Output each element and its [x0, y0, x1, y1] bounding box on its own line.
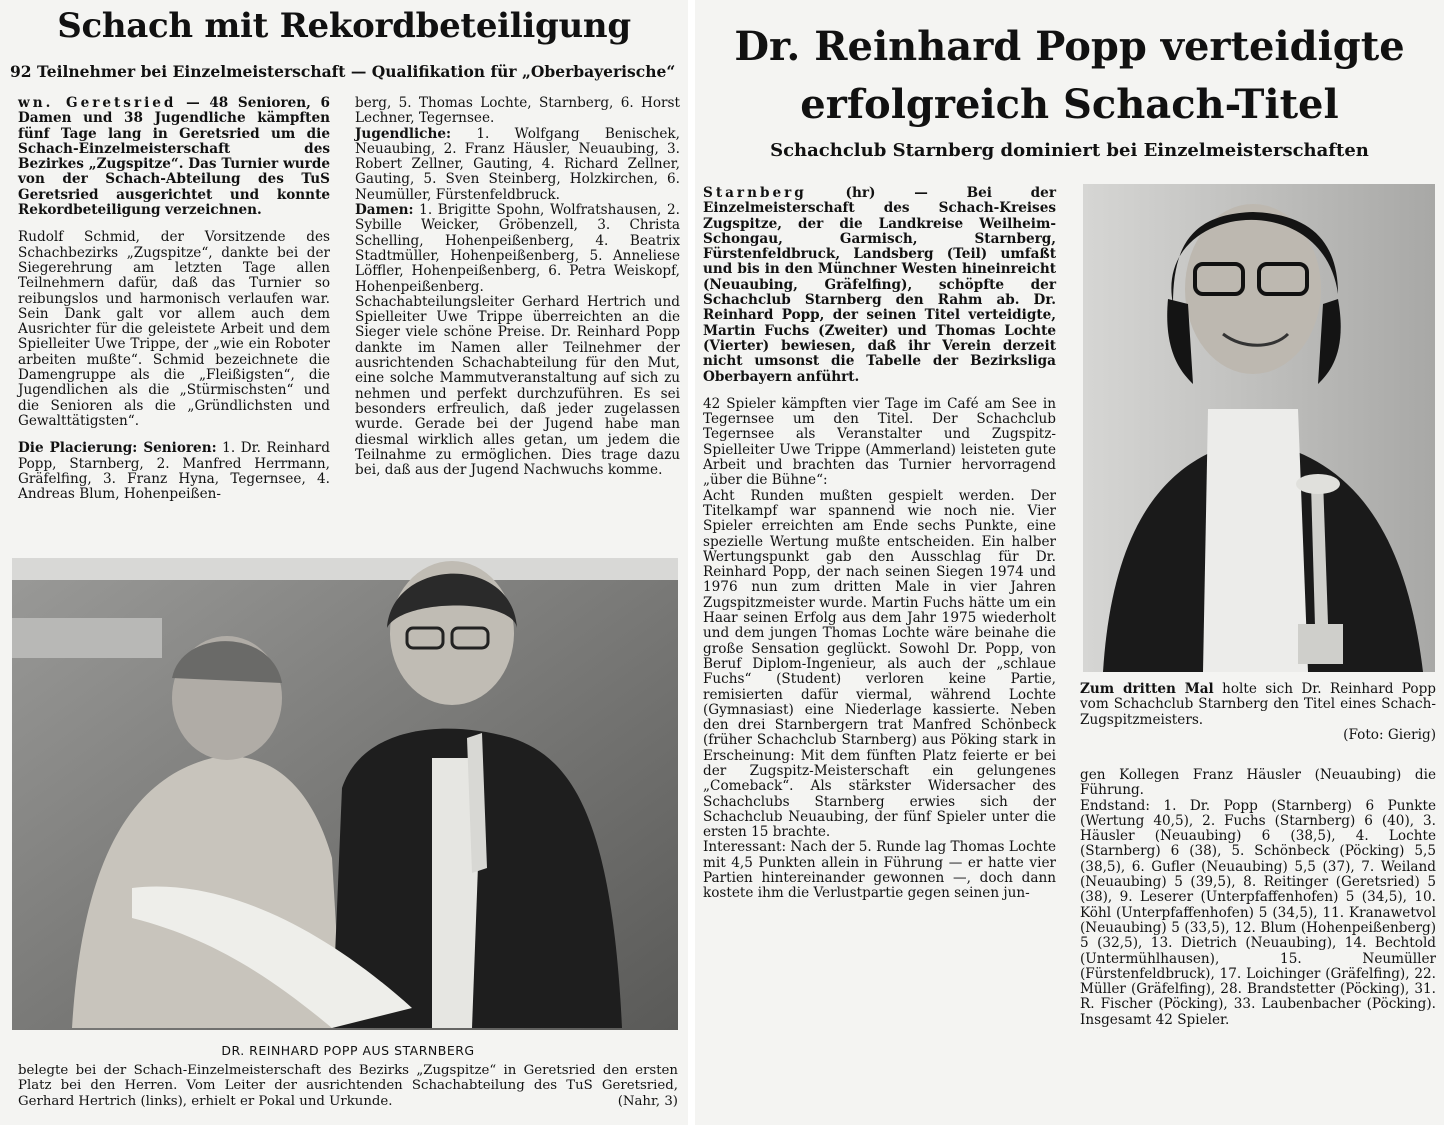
right-paragraph: 42 Spieler kämpften vier Tage im Café am See in Tegernsee um den Titel. Der Schachclub Tegernsee als Veranstalter und Zugspitz-Spielleiter Uwe Trippe (Ammerland) leisteten gute Arbeit und brachten das Turnier hervorragend „über die Bühne“:	[703, 395, 1056, 489]
women-label: Damen:	[355, 202, 414, 219]
left-lead-paragraph	[18, 96, 330, 218]
left-paragraph: berg, 5. Thomas Lochte, Starnberg, 6. Horst Lechner, Tegernsee.	[355, 95, 680, 127]
women-text: 1. Brigitte Spohn, Wolfratshausen, 2. Sybille Weicker, Gröbenzell, 3. Christa Schelling, Hohenpeißenberg, 4. Beatrix Stadtmüller, Hohenpeißenberg, 5. Anneliese Löffler, Hohenpeißenberg, 6. Petra Weiskopf, Hohenpeißenberg.	[355, 202, 680, 295]
right-photo-caption	[1080, 682, 1436, 743]
left-photo-credit: (Nahr, 3)	[617, 1093, 678, 1109]
left-caption-body	[18, 1063, 678, 1110]
left-dateline: wn. Geretsried	[18, 95, 177, 111]
clipping-divider	[688, 0, 695, 1125]
left-photo	[12, 558, 678, 1030]
left-headline: Schach mit Rekordbeteiligung	[57, 6, 631, 46]
final-standings: Endstand: 1. Dr. Popp (Starnberg) 6 Punkte (Wertung 40,5), 2. Fuchs (Starnberg) 6 (40), 3. Häusler (Neuaubing) 6 (38,5), 4. Lochte (Starnberg) 6 (38), 5. Schönbeck (Pöcking) 5,5 (38,5), 6. Gufler (Neuaubing) 5,5 (37), 7. Weiland (Neuaubing) 5 (39,5), 8. Reitinger (Geretsried) 5 (38), 9. Leserer (Unterpfaffenhofen) 5 (34,5), 10. Köhl (Unterpfaffenhofen) 5 (34,5), 11. Kranawetvol (Neuaubing) 5 (33,5), 12. Blum (Hohenpeißenberg) 5 (32,5), 13. Dietrich (Neuaubing), 14. Bechtold (Untermühlhausen), 15. Neumüller (Fürstenfeldbruck), 17. Loichinger (Gräfelfing), 22. Müller (Gräfelfing), 28. Brandstetter (Pöcking), 31. R. Fischer (Pöcking), 33. Laubenbacher (Pöcking). Insgesamt 42 Spieler.	[1080, 797, 1436, 1028]
right-dateline: Starnberg	[703, 185, 807, 201]
placement-label: Die Placierung: Senioren:	[18, 440, 217, 457]
right-photo	[1083, 184, 1435, 672]
right-paragraph: Interessant: Nach der 5. Runde lag Thomas Lochte mit 4,5 Punkten allein in Führung — er hatte vier Partien hintereinander gewonnen —, doch dann kostete ihm die Verlustpartie gegen seinen jun-	[703, 839, 1056, 902]
left-caption-title: DR. REINHARD POPP AUS STARNBERG	[221, 1043, 475, 1058]
right-paragraph: gen Kollegen Franz Häusler (Neuaubing) die Führung.	[1080, 767, 1436, 799]
left-paragraph: Schachabteilungsleiter Gerhard Hertrich und Spielleiter Uwe Trippe überreichten an die Sieger viele schöne Preise. Dr. Reinhard Popp dankte im Namen aller Teilnehmer der ausrichtenden Schachabteilung für den Mut, eine solche Mammutveranstaltung auf sich zu nehmen und perfekt durchzuführen. Es sei besonders erfreulich, daß jeder zugelassen wurde. Gerade bei der Jugend habe man diesmal wirklich alles getan, um jedem die Teilnahme zu ermöglichen. Dies trage dazu bei, daß aus der Jugend Nachwuchs komme.	[355, 293, 680, 479]
right-lead-text: (hr) — Bei der Einzelmeisterschaft des Schach-Kreises Zugspitze, der die Landkreise Weilheim-Schongau, Garmisch, Starnberg, Fürstenfeldbruck, Landsberg (Teil) umfaßt und bis in den Münchner Westen hineinreicht (Neuaubing, Gräfelfing), schöpfte der Schachclub Starnberg den Rahm ab. Dr. Reinhard Popp, der seinen Titel verteidigte, Martin Fuchs (Zweiter) und Thomas Lochte (Vierter) bewiesen, daß ihr Verein derzeit nicht umsonst die Tabelle der Bezirksliga Oberbayern anführt.	[703, 185, 1056, 385]
left-column-1	[18, 96, 330, 502]
left-paragraph	[355, 127, 680, 203]
left-paragraph: Rudolf Schmid, der Vorsitzende des Schachbezirks „Zugspitze“, dankte bei der Siegerehrung am letzten Tage allen Teilnehmern dafür, daß das Turnier so reibungslos und harmonisch verlaufen war. Sein Dank galt vor allem auch dem Ausrichter für die geleistete Arbeit und dem Spielleiter Uwe Trippe, der „wie ein Roboter arbeiten mußte“. Schmid bezeichnete die Damengruppe als die „Fleißigsten“, die Jugendlichen als die „Stürmischsten“ und die Senioren als die „Gründlichsten und Gewalttätigsten“.	[18, 229, 330, 429]
right-column-2	[1080, 768, 1436, 1028]
youth-text: 1. Wolfgang Benischek, Neuaubing, 2. Franz Häusler, Neuaubing, 3. Robert Zellner, Gauting, 4. Richard Zellner, Gauting, 5. Sven Steinberg, Holzkirchen, 6. Neumüller, Fürstenfeldbruck.	[355, 125, 680, 203]
right-caption-text: holte sich Dr. Reinhard Popp vom Schachclub Starnberg den Titel eines Schach-Zugspitzmeisters.	[1080, 681, 1436, 728]
right-lead-paragraph	[703, 186, 1056, 385]
left-paragraph	[18, 441, 330, 502]
right-subheadline: Schachclub Starnberg dominiert bei Einzelmeisterschaften	[770, 140, 1369, 161]
placement-text: 1. Dr. Reinhard Popp, Starnberg, 2. Manfred Herrmann, Gräfelfing, 3. Franz Hyna, Tegernsee, 4. Andreas Blum, Hohenpeißen-	[18, 440, 330, 503]
youth-label: Jugendliche:	[355, 125, 452, 142]
left-subheadline: 92 Teilnehmer bei Einzelmeisterschaft — Qualifikation für „Oberbayerische“	[10, 62, 676, 81]
left-paragraph	[355, 203, 680, 295]
right-paragraph: Acht Runden mußten gespielt werden. Der Titelkampf war spannend wie noch nie. Vier Spieler erreichten am Ende sechs Punkte, eine spezielle Wertung mußte entscheiden. Ein halber Wertungspunkt gab den Ausschlag für Dr. Reinhard Popp, der nach seinen Siegen 1974 und 1976 nun zum dritten Male in vier Jahren Zugspitzmeister wurde. Martin Fuchs hätte um ein Haar seinen Erfolg aus dem Jahr 1975 wiederholt und dem jungen Thomas Lochte wäre beinahe die große Sensation geglückt. Sowohl Dr. Popp, von Beruf Diplom-Ingenieur, als auch der „schlaue Fuchs“ (Student) verloren keine Partie, remisierten dafür viermal, während Lochte (Gymnasiast) eine Niederlage kassierte. Neben den drei Starnbergern trat Manfred Schönbeck (früher Schachclub Starnberg) aus Pöking stark in Erscheinung: Mit dem fünften Platz feierte er bei der Zugspitz-Meisterschaft ein gelungenes „Comeback“. Als stärkster Widersacher des Schachclubs Starnberg erwies sich der Schachclub Neuaubing, der fünf Spieler unter die ersten 15 brachte.	[703, 487, 1056, 841]
right-column-1	[703, 186, 1056, 902]
left-column-2	[355, 96, 680, 478]
portrait-photo-illustration	[1083, 184, 1435, 672]
right-headline-line-1: Dr. Reinhard Popp verteidigte	[734, 23, 1405, 70]
left-photo-caption	[18, 1043, 678, 1109]
right-headline	[695, 18, 1444, 134]
left-caption-text: belegte bei der Schach-Einzelmeisterschaft des Bezirks „Zugspitze“ in Geretsried den ersten Platz bei den Herren. Vom Leiter der ausrichtenden Schachabteilung des TuS Geretsried, Gerhard Hertrich (links), erhielt er Pokal und Urkunde.	[18, 1062, 678, 1109]
right-photo-credit: (Foto: Gierig)	[1343, 726, 1436, 743]
right-caption-bold: Zum dritten Mal	[1080, 681, 1214, 697]
left-lead-text: — 48 Senioren, 6 Damen und 38 Jugendliche kämpften fünf Tage lang in Geretsried um die Schach-Einzelmeisterschaft des Bezirkes „Zugspitze“. Das Turnier wurde von der Schach-Abteilung des TuS Geretsried ausgerichtet und konnte Rekordbeteiligung verzeichnen.	[18, 95, 330, 219]
award-photo-illustration	[12, 558, 678, 1030]
right-headline-line-2: erfolgreich Schach-Titel	[800, 81, 1339, 128]
